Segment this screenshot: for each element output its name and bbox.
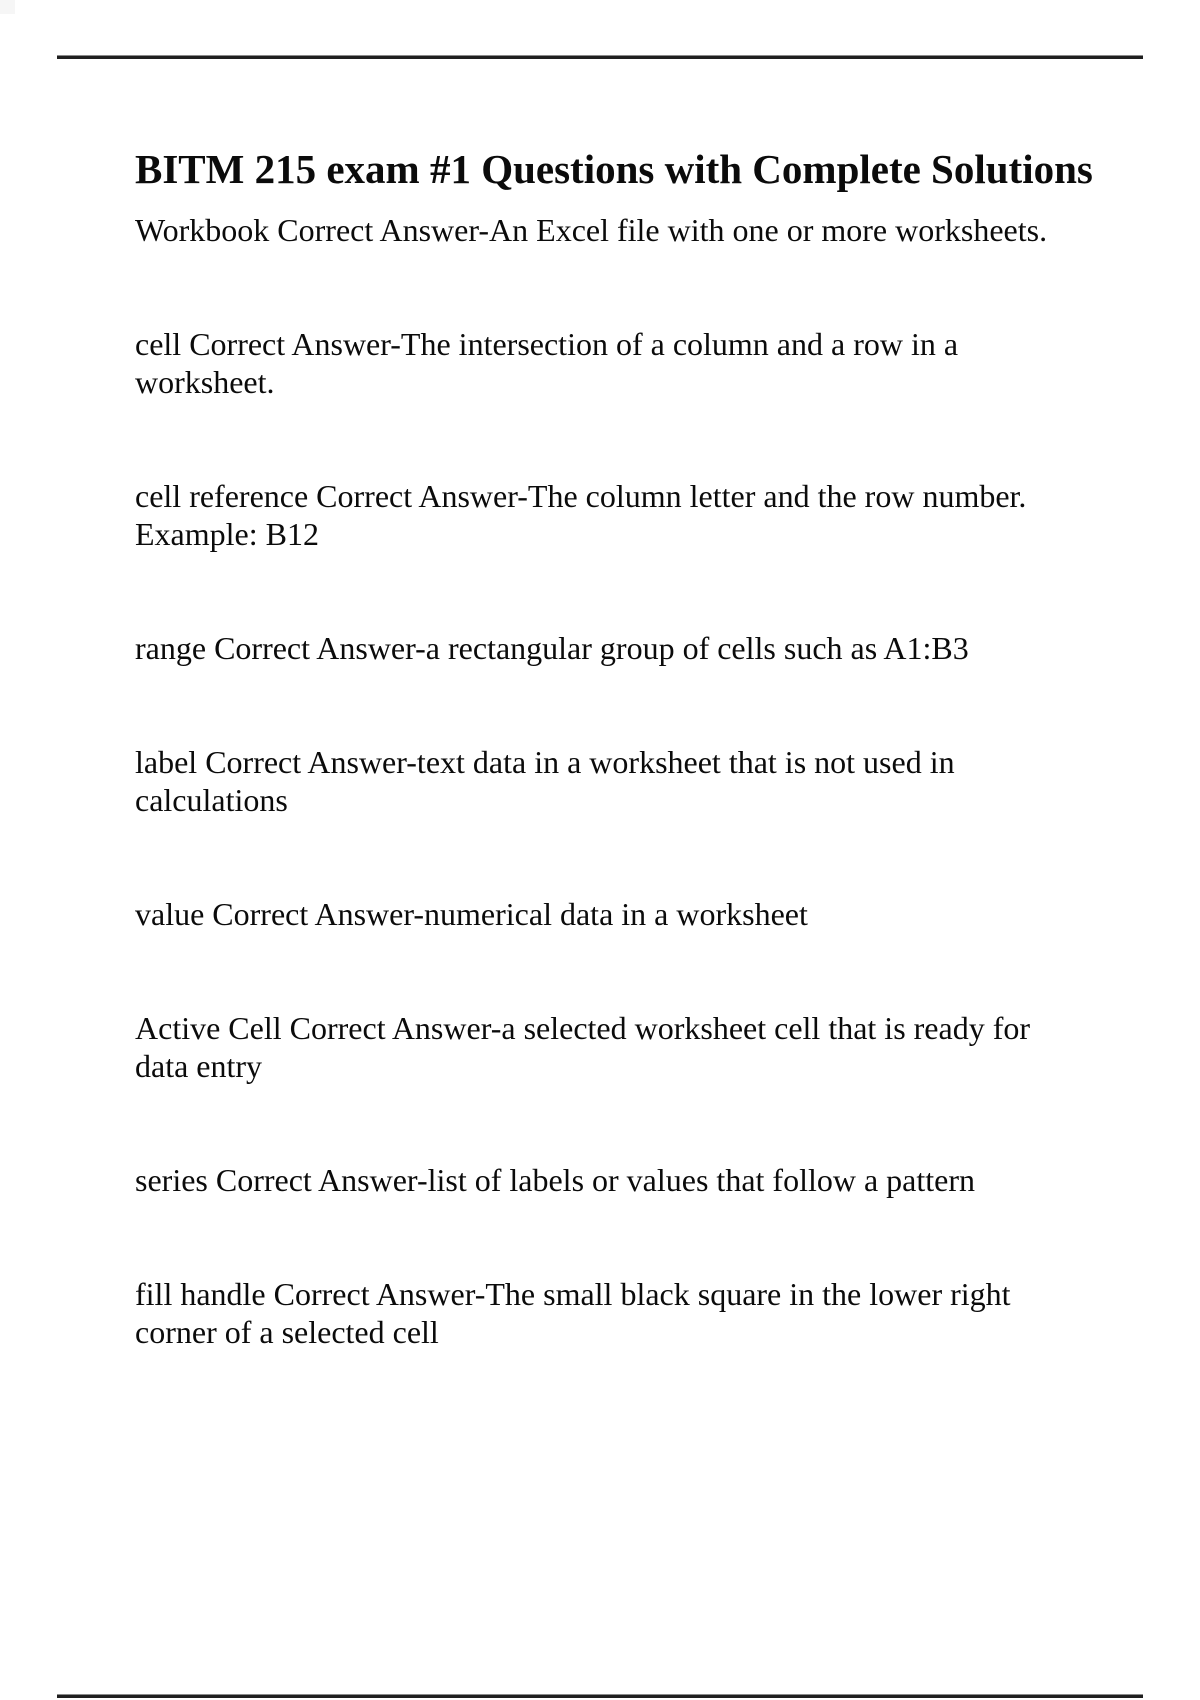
qa-line: value Correct Answer-numerical data in a worksheet — [135, 896, 808, 932]
qa-line: cell reference Correct Answer-The column letter and the row number. — [135, 478, 1027, 514]
qa-paragraph-range — [135, 629, 1080, 667]
qa-line: cell Correct Answer-The intersection of a column and a row in a — [135, 326, 959, 362]
qa-paragraph-workbook — [135, 211, 1080, 249]
qa-paragraph-fill-handle — [135, 1275, 1080, 1351]
qa-line: Workbook Correct Answer-An Excel file with one or more worksheets. — [135, 212, 1048, 248]
qa-line: corner of a selected cell — [135, 1314, 439, 1350]
qa-line: series Correct Answer-list of labels or values that follow a pattern — [135, 1162, 975, 1198]
qa-line: fill handle Correct Answer-The small black square in the lower right — [135, 1276, 1011, 1312]
qa-line: worksheet. — [135, 364, 275, 400]
qa-line: data entry — [135, 1048, 263, 1084]
qa-line: calculations — [135, 782, 288, 818]
page-title: BITM 215 exam #1 Questions with Complete Solutions — [135, 146, 1093, 192]
top-rule — [57, 55, 1143, 59]
qa-line: Active Cell Correct Answer-a selected worksheet cell that is ready for — [135, 1010, 1031, 1046]
qa-paragraph-active-cell — [135, 1009, 1080, 1085]
qa-line: Example: B12 — [135, 516, 319, 552]
scan-corner-artifact — [0, 0, 15, 14]
qa-line: range Correct Answer-a rectangular group of cells such as A1:B3 — [135, 630, 969, 666]
qa-paragraph-cell-reference — [135, 477, 1080, 553]
qa-line: label Correct Answer-text data in a worksheet that is not used in — [135, 744, 955, 780]
qa-paragraph-value — [135, 895, 1080, 933]
qa-paragraph-label — [135, 743, 1080, 819]
bottom-rule — [57, 1694, 1143, 1698]
qa-paragraph-series — [135, 1161, 1080, 1199]
qa-paragraph-cell — [135, 325, 1080, 401]
document-content — [135, 145, 1093, 1427]
